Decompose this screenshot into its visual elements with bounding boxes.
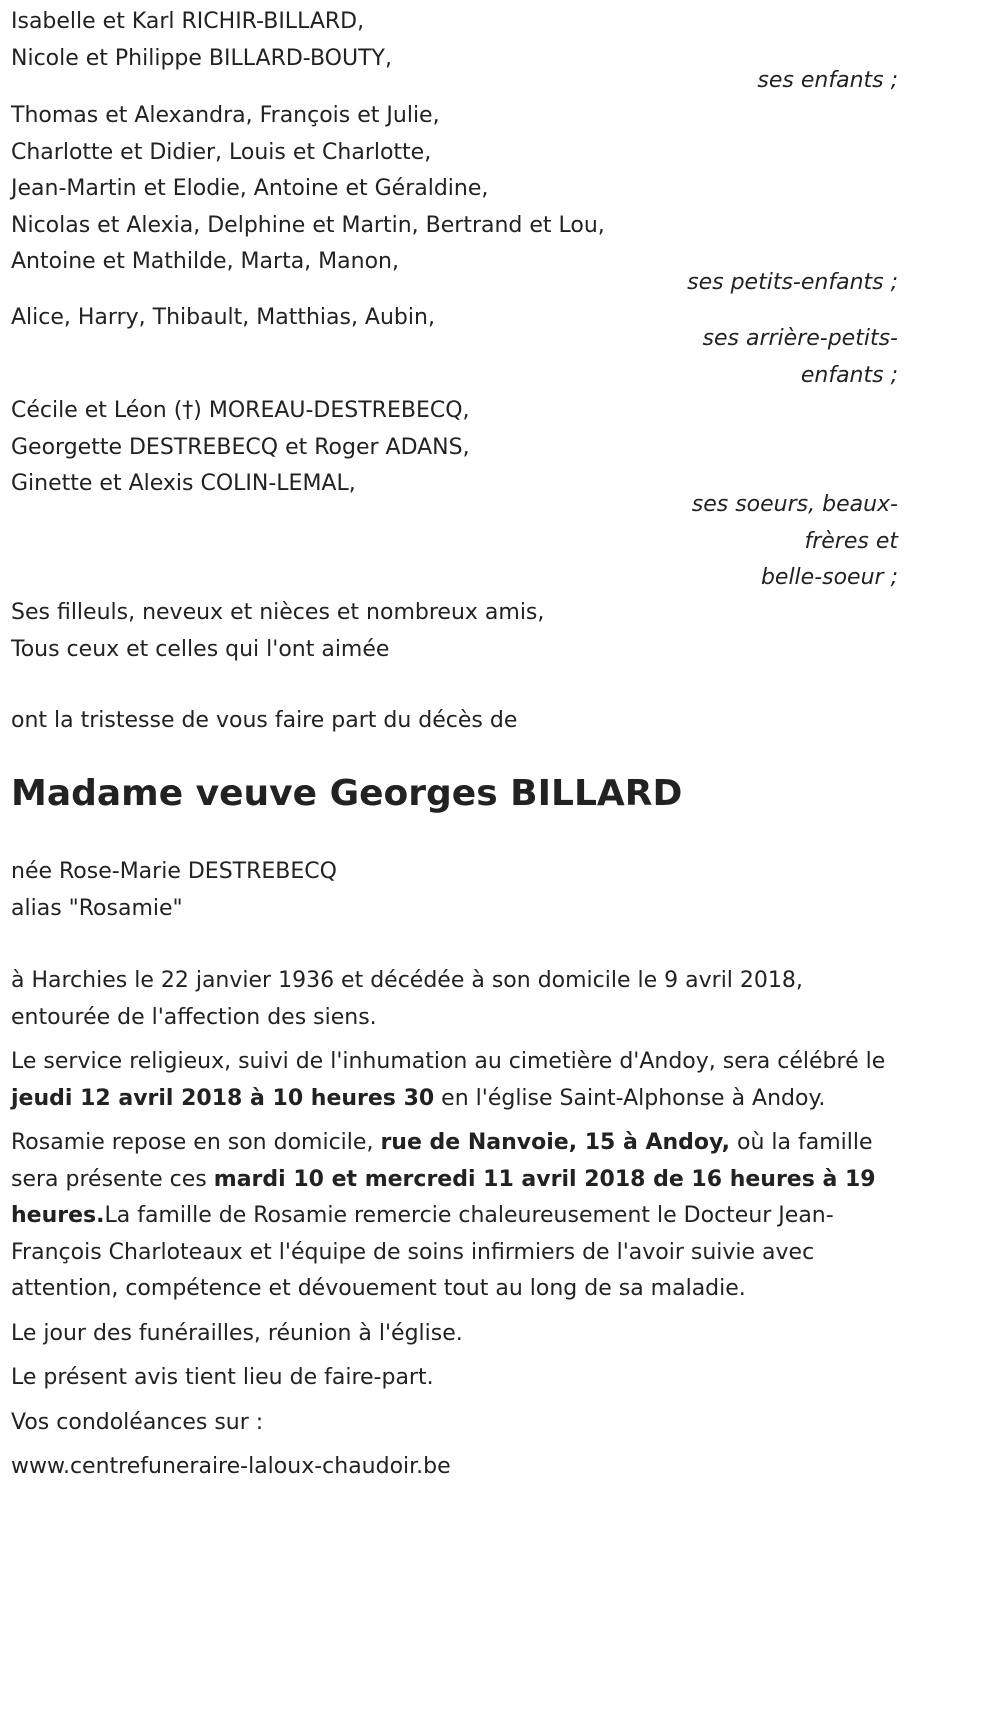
siblings-name-line: Cécile et Léon (†) MOREAU-DESTREBECQ, [11,398,470,423]
great-grandchildren-name-line: Alice, Harry, Thibault, Matthias, Aubin, [11,305,435,330]
service-paragraph: Le service religieux, suivi de l'inhumation au cimetière d'Andoy, sera célébré le jeudi 12 avril 2018 à 10 heures 30 en l'église Saint-Alphonse à Andoy. [11,1049,886,1111]
announcement-text: ont la tristesse de vous faire part du décès de [11,708,518,733]
born-name: née Rose-Marie DESTREBECQ [11,859,337,884]
birth-death-paragraph: à Harchies le 22 janvier 1936 et décédée à son domicile le 9 avril 2018, entourée de l'affection des siens. [11,968,803,1030]
grandchildren-name-line: Antoine et Mathilde, Marta, Manon, [11,249,399,274]
children-name-line: Isabelle et Karl RICHIR-BILLARD, [11,9,365,34]
siblings-name-line: Georgette DESTREBECQ et Roger ADANS, [11,434,470,460]
great-grandchildren-relation: ses arrière-petits- enfants ; [702,326,898,388]
repose-paragraph: Rosamie repose en son domicile, rue de Nanvoie, 15 à Andoy, où la famille sera présente ces mardi 10 et mercredi 11 avril 2018 de 16 heures à 19 heures.La famille de Rosamie remercie chaleureusement le Docteur Jean-François Charloteaux et l'équipe de soins infirmiers de l'avoir suivie avec attention, compétence et dévouement tout au long de sa maladie. [11,1130,876,1301]
repose-address: rue de Nanvoie, 15 à Andoy, [380,1130,731,1155]
website-link[interactable]: www.centrefuneraire-laloux-chaudoir.be [11,1454,451,1479]
body-paragraphs [11,963,898,1486]
service-date: jeudi 12 avril 2018 à 10 heures 30 [11,1085,435,1111]
children-relation: ses enfants ; [757,68,898,93]
funeral-meeting: Le jour des funérailles, réunion à l'église. [11,1320,463,1346]
alias: alias "Rosamie" [11,895,183,921]
deceased-details [11,854,337,927]
grandchildren-name-line: Thomas et Alexandra, François et Julie, [11,103,440,128]
grandchildren-relation: ses petits-enfants ; [687,270,898,295]
notice-text: Le présent avis tient lieu de faire-part. [11,1365,434,1390]
others-group [11,595,544,668]
others-line: Tous ceux et celles qui l'ont aimée [11,636,390,662]
grandchildren-group [11,98,605,281]
others-line: Ses filleuls, neveux et nièces et nombreux amis, [11,600,545,625]
repose-dates: mardi 10 et mercredi 11 avril 2018 de 16 heures à 19 heures. [11,1166,876,1228]
grandchildren-name-line: Nicolas et Alexia, Delphine et Martin, Bertrand et Lou, [11,212,605,238]
grandchildren-name-line: Charlotte et Didier, Louis et Charlotte, [11,139,432,165]
siblings-name-line: Ginette et Alexis COLIN-LEMAL, [11,471,356,496]
grandchildren-name-line: Jean-Martin et Elodie, Antoine et Géraldine, [11,176,489,201]
deceased-name: Madame veuve Georges BILLARD [11,773,683,814]
siblings-relation: ses soeurs, beaux- frères et belle-soeur ; [691,492,898,590]
children-name-line: Nicole et Philippe BILLARD-BOUTY, [11,45,392,71]
condolences-label: Vos condoléances sur : [11,1409,264,1435]
